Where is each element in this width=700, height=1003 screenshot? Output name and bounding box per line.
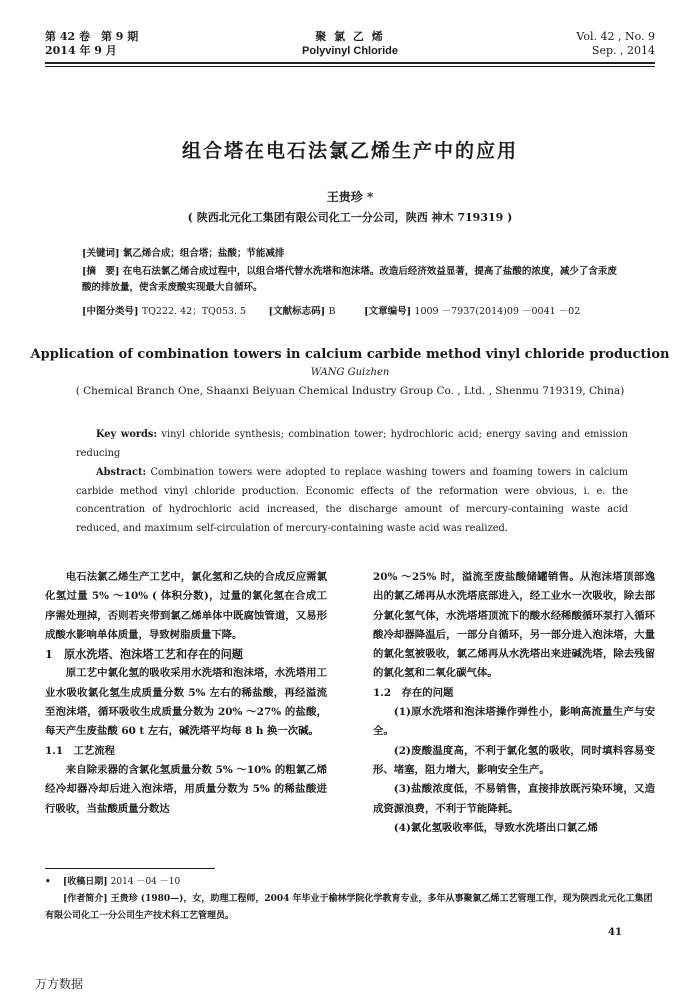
volume-issue-en: Vol. 42 , No. 9 — [576, 30, 655, 43]
page-number: 41 — [608, 927, 622, 938]
author-bio — [45, 891, 655, 925]
abstract-cn — [82, 264, 622, 296]
article-number-value: 1009 －7937(2014)09 －0041 －02 — [414, 306, 581, 317]
article-number-label: [文章编号] — [364, 306, 412, 317]
body-paragraph: 来自除汞器的含氯化氢质量分数 5% ～10% 的粗氯乙烯经冷却器冷却后进入泡沫塔，用质量分数为 5% 的稀盐酸进行吸收，当盐酸质量分数达 — [45, 763, 327, 815]
date-en: Sep. , 2014 — [591, 44, 655, 57]
abstract-en-label: Abstract: — [96, 467, 147, 478]
body-right-column — [373, 568, 655, 838]
clc-label: [中图分类号] — [82, 306, 139, 317]
received-value: 2014 －04 －10 — [110, 877, 181, 887]
abstract-cn-label: [摘 要] — [82, 266, 120, 277]
watermark: 万方数据 — [35, 977, 84, 991]
section-heading-1: 1 原水洗塔、泡沫塔工艺和存在的问题 — [45, 647, 243, 662]
title-cn: 组合塔在电石法氯乙烯生产中的应用 — [181, 140, 518, 162]
doc-code-value: B — [328, 306, 336, 317]
title-en: Application of combination towers in calcium carbide method vinyl chloride production — [30, 347, 670, 362]
journal-name-en: Polyvinyl Chloride — [302, 45, 398, 57]
header-left — [45, 30, 138, 58]
keywords-en — [76, 426, 628, 463]
keywords-cn-label: [关键词] — [82, 248, 120, 259]
doc-code-label: [文献标志码] — [268, 306, 326, 317]
list-item: (3)盐酸浓度低，不易销售，直接排放既污染环境，又造成资源浪费，不利于节能降耗。 — [373, 783, 655, 815]
keywords-cn — [82, 246, 622, 262]
journal-name-cn: 聚 氯 乙 烯 — [315, 30, 385, 43]
received-label: [收稿日期] — [63, 877, 108, 887]
bio-label: [作者简介] — [63, 894, 108, 904]
list-item: (2)废酸温度高，不利于氯化氢的吸收，同时填料容易变形、堵塞，阻力增大，影响安全生产。 — [373, 744, 655, 776]
header-right — [480, 30, 655, 58]
header-rule — [45, 62, 655, 64]
affiliation-en: ( Chemical Branch One, Shaanxi Beiyuan Chemical Industry Group Co. , Ltd. , Shenmu 719319, China) — [75, 385, 625, 397]
bio-text: 王贵珍 (1980—)，女，助理工程师，2004 年毕业于榆林学院化学教育专业，多年从事聚氯乙烯工艺管理工作，现为陕西北元化工集团有限公司化工一分公司生产技术科工艺管理员。 — [45, 894, 653, 921]
clc-value: TQ222. 42；TQ053. 5 — [141, 306, 247, 317]
list-item: (1)原水洗塔和泡沫塔操作弹性小，影响高流量生产与安全。 — [373, 706, 655, 738]
body-left-column — [45, 568, 327, 819]
author-cn: 王贵珍 * — [326, 190, 374, 204]
classification-line — [82, 304, 622, 320]
affiliation-cn: ( 陕西北元化工集团有限公司化工一分公司，陕西 神木 719319 ) — [187, 211, 513, 224]
header-center — [250, 30, 450, 58]
date-cn: 2014 年 9 月 — [45, 44, 117, 57]
body-paragraph: 电石法氯乙烯生产工艺中，氯化氢和乙炔的合成反应需氯化氢过量 5% ～10% ( 体积分数)，过量的氯化氢在合成工序需处理掉，否则若夹带到氯乙烯单体中既腐蚀管道，又易形成酸水影响单体质量，导致树脂质量下降。 — [45, 571, 327, 641]
abstract-cn-text: 在电石法氯乙烯合成过程中，以组合塔代替水洗塔和泡沫塔。改造后经济效益显著，提高了盐酸的浓度，减少了含汞废酸的排放量，使含汞废酸实现最大自循环。 — [82, 266, 617, 293]
keywords-cn-text: 氯乙烯合成；组合塔；盐酸；节能减排 — [122, 248, 285, 259]
list-item: (4)氯化氢吸收率低，导致水洗塔出口氯乙烯 — [393, 821, 598, 834]
footnote-rule — [45, 868, 215, 869]
abstract-en — [76, 464, 628, 538]
keywords-en-label: Key words: — [96, 429, 158, 440]
header-rule-thin — [45, 66, 655, 67]
author-en: WANG Guizhen — [310, 367, 390, 378]
keywords-en-text: vinyl chloride synthesis; combination tower; hydrochloric acid; energy saving and emission reducing — [76, 429, 628, 459]
section-heading-1-1: 1.1 工艺流程 — [45, 744, 116, 757]
body-paragraph: 原工艺中氯化氢的吸收采用水洗塔和泡沫塔，水洗塔用工业水吸收氯化氢生成质量分数 5% 左右的稀盐酸，再经溢流至泡沫塔，循环吸收生成质量分数为 20% ～27% 的盐酸，每天产生废盐酸 60 t 左右，碱洗塔平均每 8 h 换一次碱。 — [45, 667, 327, 738]
section-heading-1-2: 1.2 存在的问题 — [373, 686, 454, 699]
footnote — [45, 874, 655, 925]
volume-issue-cn: 第 42 卷 第 9 期 — [45, 30, 139, 43]
body-paragraph: 20% ～25% 时，溢流至废盐酸储罐销售。从泡沫塔顶部逸出的氯乙烯再从水洗塔底部进入，经工业水一次吸收，除去部分氯化氢气体，水洗塔塔顶流下的酸水经稀酸循环泵打入循环酸冷却器降温后，一部分自循环，另一部分进入泡沫塔，大量的氯化氢被吸收，氯乙烯再从水洗塔出来进碱洗塔，除去残留的氯化氢和二氧化碳气体。 — [373, 571, 655, 680]
received-date: • [收稿日期] 2014 －04 －10 — [45, 877, 181, 887]
abstract-en-text: Combination towers were adopted to replace washing towers and foaming towers in calcium carbide method vinyl chloride production. Economic effects of the reformation were obvious, i. e. the concentration of hydrochloric acid increased, the discharge amount of mercury-containing waste acid reduced, and maximum self-circulation of mercury-containing waste acid was realized. — [76, 467, 628, 534]
